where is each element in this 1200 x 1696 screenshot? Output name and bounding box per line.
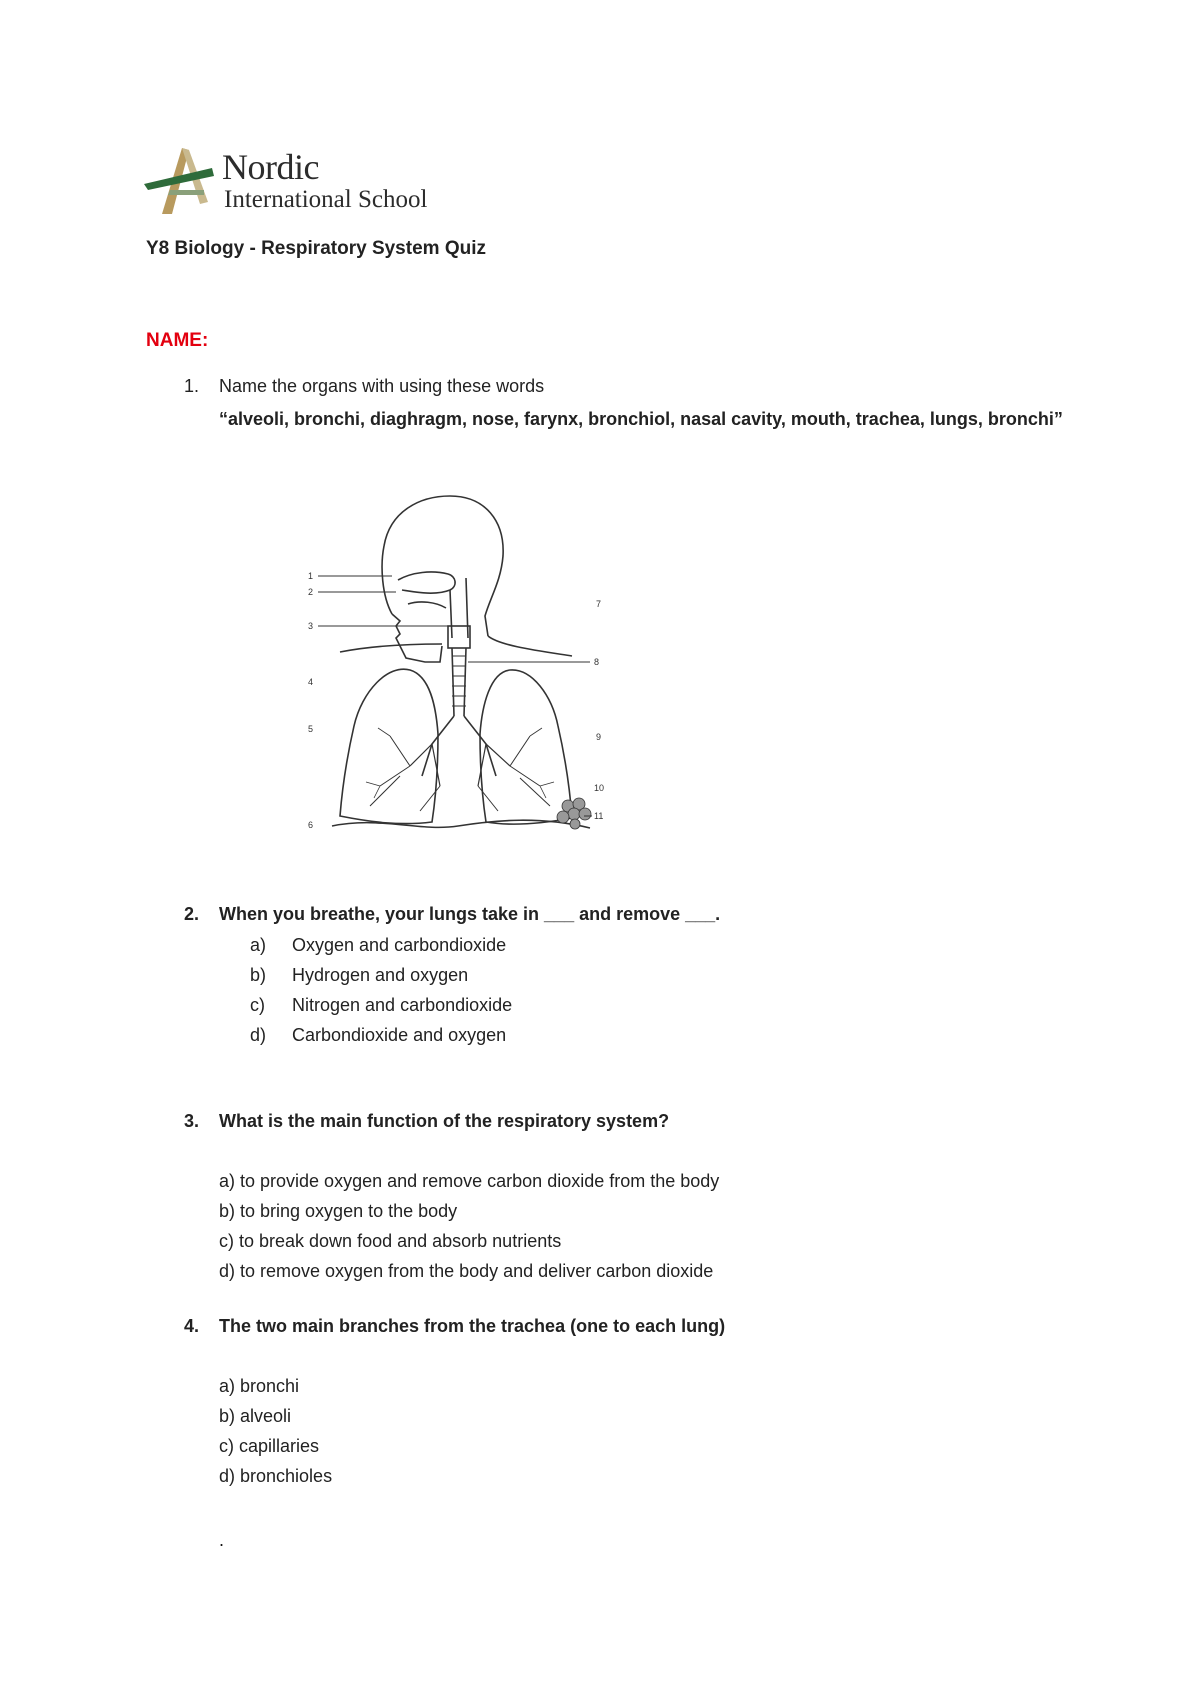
question-4-option-d[interactable]: d) bronchioles xyxy=(219,1466,333,1486)
question-2-prompt: When you breathe, your lungs take in ___ and remove ___. xyxy=(219,904,721,924)
option-text: Nitrogen and carbondioxide xyxy=(292,995,513,1015)
respiratory-system-diagram xyxy=(300,486,630,866)
question-3-option-a[interactable]: a) to provide oxygen and remove carbon dioxide from the body xyxy=(219,1171,720,1191)
option-text: Hydrogen and oxygen xyxy=(292,965,469,985)
diagram-label-5: 5 xyxy=(308,724,314,734)
option-text: Carbondioxide and oxygen xyxy=(292,1025,507,1045)
diagram-label-8: 8 xyxy=(594,657,600,667)
diagram-label-6: 6 xyxy=(308,820,314,830)
question-4-option-c[interactable]: c) capillaries xyxy=(219,1436,320,1456)
question-4-option-b[interactable]: b) alveoli xyxy=(219,1406,292,1426)
diagram-label-2: 2 xyxy=(308,587,314,597)
diagram-label-3: 3 xyxy=(308,621,314,631)
trailing-dot: . xyxy=(219,1530,225,1550)
diagram-label-4: 4 xyxy=(308,677,314,687)
option-letter: d) xyxy=(250,1025,267,1045)
question-3-options xyxy=(219,1166,719,1286)
question-3-option-b[interactable]: b) to bring oxygen to the body xyxy=(219,1201,458,1221)
question-4-option-a[interactable]: a) bronchi xyxy=(219,1376,300,1396)
question-1-number: 1. xyxy=(184,376,200,396)
diagram-label-7: 7 xyxy=(596,599,602,609)
question-4-prompt: The two main branches from the trachea (one to each lung) xyxy=(219,1316,726,1336)
question-1-prompt: Name the organs with using these words xyxy=(219,376,545,396)
diagram-label-9: 9 xyxy=(596,732,602,742)
logo-text-nordic: Nordic xyxy=(222,147,319,187)
logo-emblem-icon xyxy=(142,140,222,220)
page-title: Y8 Biology - Respiratory System Quiz xyxy=(146,238,486,259)
option-letter: a) xyxy=(250,935,267,955)
logo-text-international-school: International School xyxy=(224,186,428,213)
diagram-label-1: 1 xyxy=(308,571,314,581)
question-3-number: 3. xyxy=(184,1111,200,1131)
question-3-prompt: What is the main function of the respiratory system? xyxy=(219,1111,670,1131)
question-4-options xyxy=(219,1371,332,1491)
question-1-word-bank: “alveoli, bronchi, diaghragm, nose, farynx, bronchiol, nasal cavity, mouth, trachea, lungs, bronchi” xyxy=(219,409,1063,429)
name-label: NAME: xyxy=(146,330,209,351)
question-4-number: 4. xyxy=(184,1316,200,1336)
school-logo xyxy=(142,140,462,220)
diagram-label-10: 10 xyxy=(594,783,605,793)
question-3-option-d[interactable]: d) to remove oxygen from the body and deliver carbon dioxide xyxy=(219,1261,714,1281)
diagram-label-11: 11 xyxy=(594,811,604,821)
question-3-option-c[interactable]: c) to break down food and absorb nutrients xyxy=(219,1231,562,1251)
option-letter: b) xyxy=(250,965,267,985)
option-letter: c) xyxy=(250,995,265,1015)
option-text: Oxygen and carbondioxide xyxy=(292,935,507,955)
question-2-number: 2. xyxy=(184,904,200,924)
